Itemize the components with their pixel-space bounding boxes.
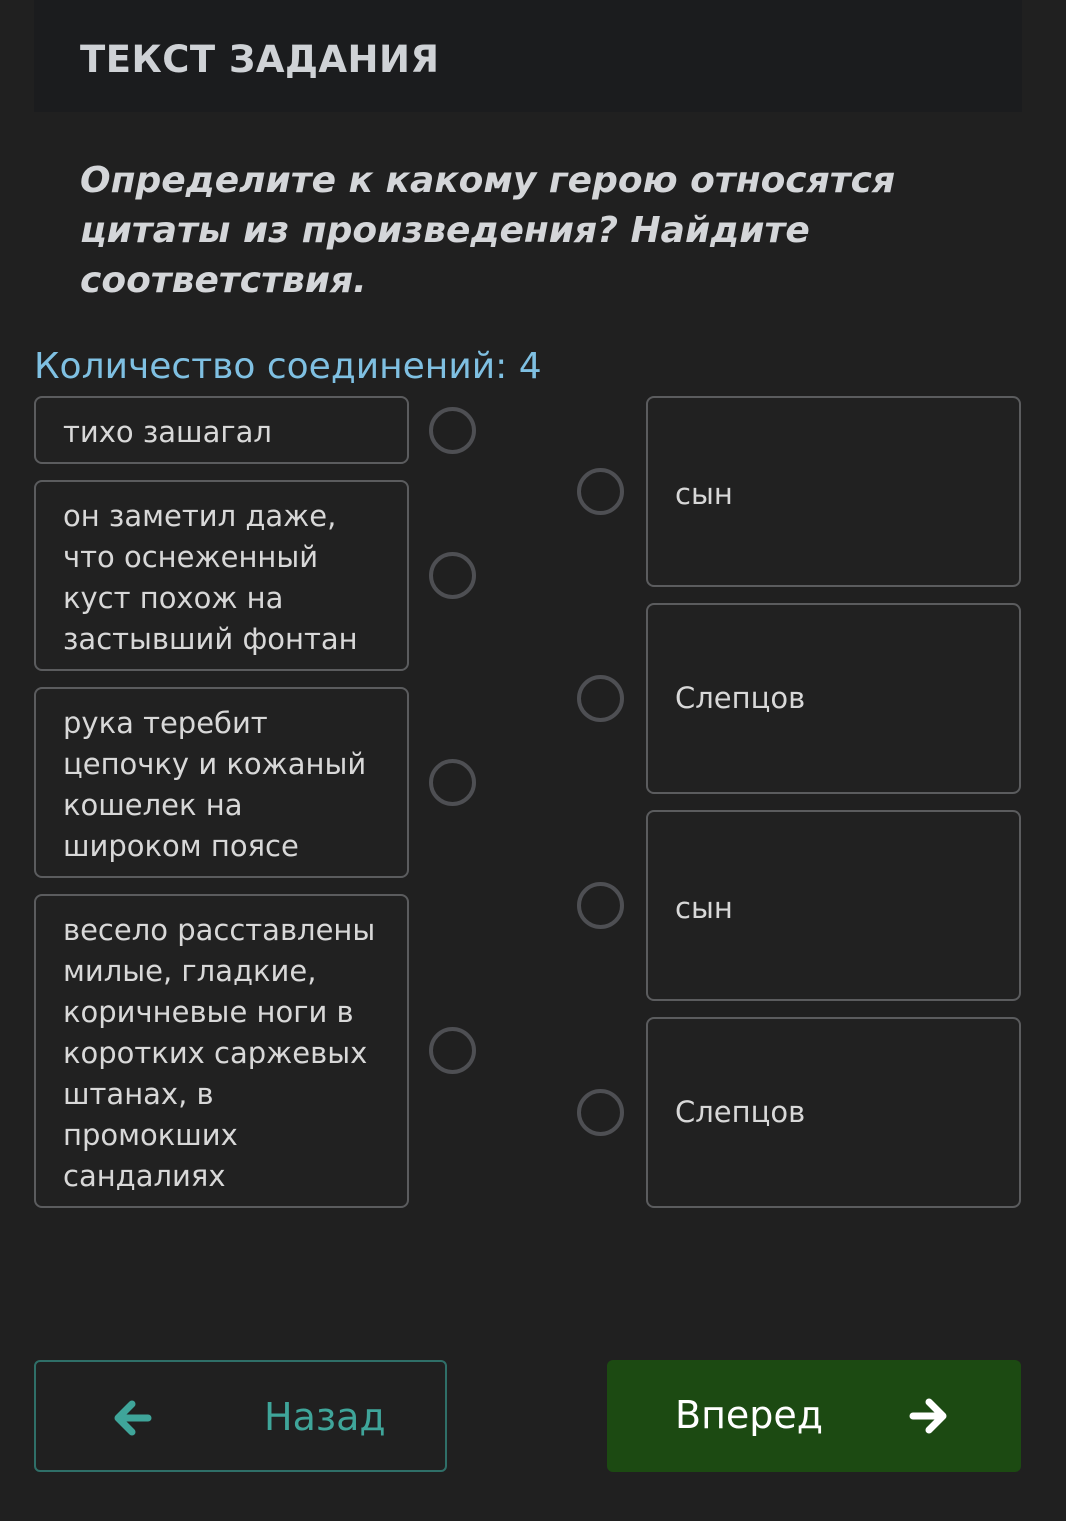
connections-count (34, 346, 542, 387)
quote-text: весело расставлены милые, гладкие, коричневые ноги в коротких саржевых штанах, в промокших сандалиях (63, 913, 376, 1193)
quote-connector[interactable] (429, 759, 476, 806)
quote-item[interactable] (34, 480, 409, 671)
arrow-left-icon (112, 1398, 152, 1438)
next-button[interactable] (607, 1360, 1021, 1472)
quote-connector[interactable] (429, 407, 476, 454)
back-button[interactable] (34, 1360, 447, 1472)
hero-text: сын (675, 891, 733, 925)
task-header-title: ТЕКСТ ЗАДАНИЯ (80, 38, 440, 81)
hero-connector[interactable] (577, 468, 624, 515)
back-button-label: Назад (264, 1395, 386, 1439)
hero-item[interactable] (646, 810, 1021, 1001)
quote-item[interactable] (34, 687, 409, 878)
hero-text: Слепцов (675, 681, 806, 715)
hero-text: сын (675, 477, 733, 511)
hero-connector[interactable] (577, 1089, 624, 1136)
quote-text: тихо зашагал (63, 415, 272, 449)
question-text: Определите к какому герою относятся цитаты из произведения? Найдите соответствия. (80, 160, 896, 301)
arrow-right-icon (909, 1396, 949, 1436)
quote-text: он заметил даже, что оснеженный куст похож на застывший фонтан (63, 499, 358, 656)
hero-item[interactable] (646, 1017, 1021, 1208)
quote-item[interactable] (34, 894, 409, 1208)
hero-connector[interactable] (577, 675, 624, 722)
connections-count-label: Количество соединений: (34, 346, 508, 387)
quote-text: рука теребит цепочку и кожаный кошелек на широком поясе (63, 706, 367, 863)
quote-item[interactable] (34, 396, 409, 464)
hero-connector[interactable] (577, 882, 624, 929)
hero-item[interactable] (646, 396, 1021, 587)
hero-text: Слепцов (675, 1095, 806, 1129)
connections-count-value: 4 (518, 346, 542, 387)
next-button-label: Вперед (675, 1393, 824, 1437)
quote-connector[interactable] (429, 552, 476, 599)
hero-item[interactable] (646, 603, 1021, 794)
quote-connector[interactable] (429, 1027, 476, 1074)
